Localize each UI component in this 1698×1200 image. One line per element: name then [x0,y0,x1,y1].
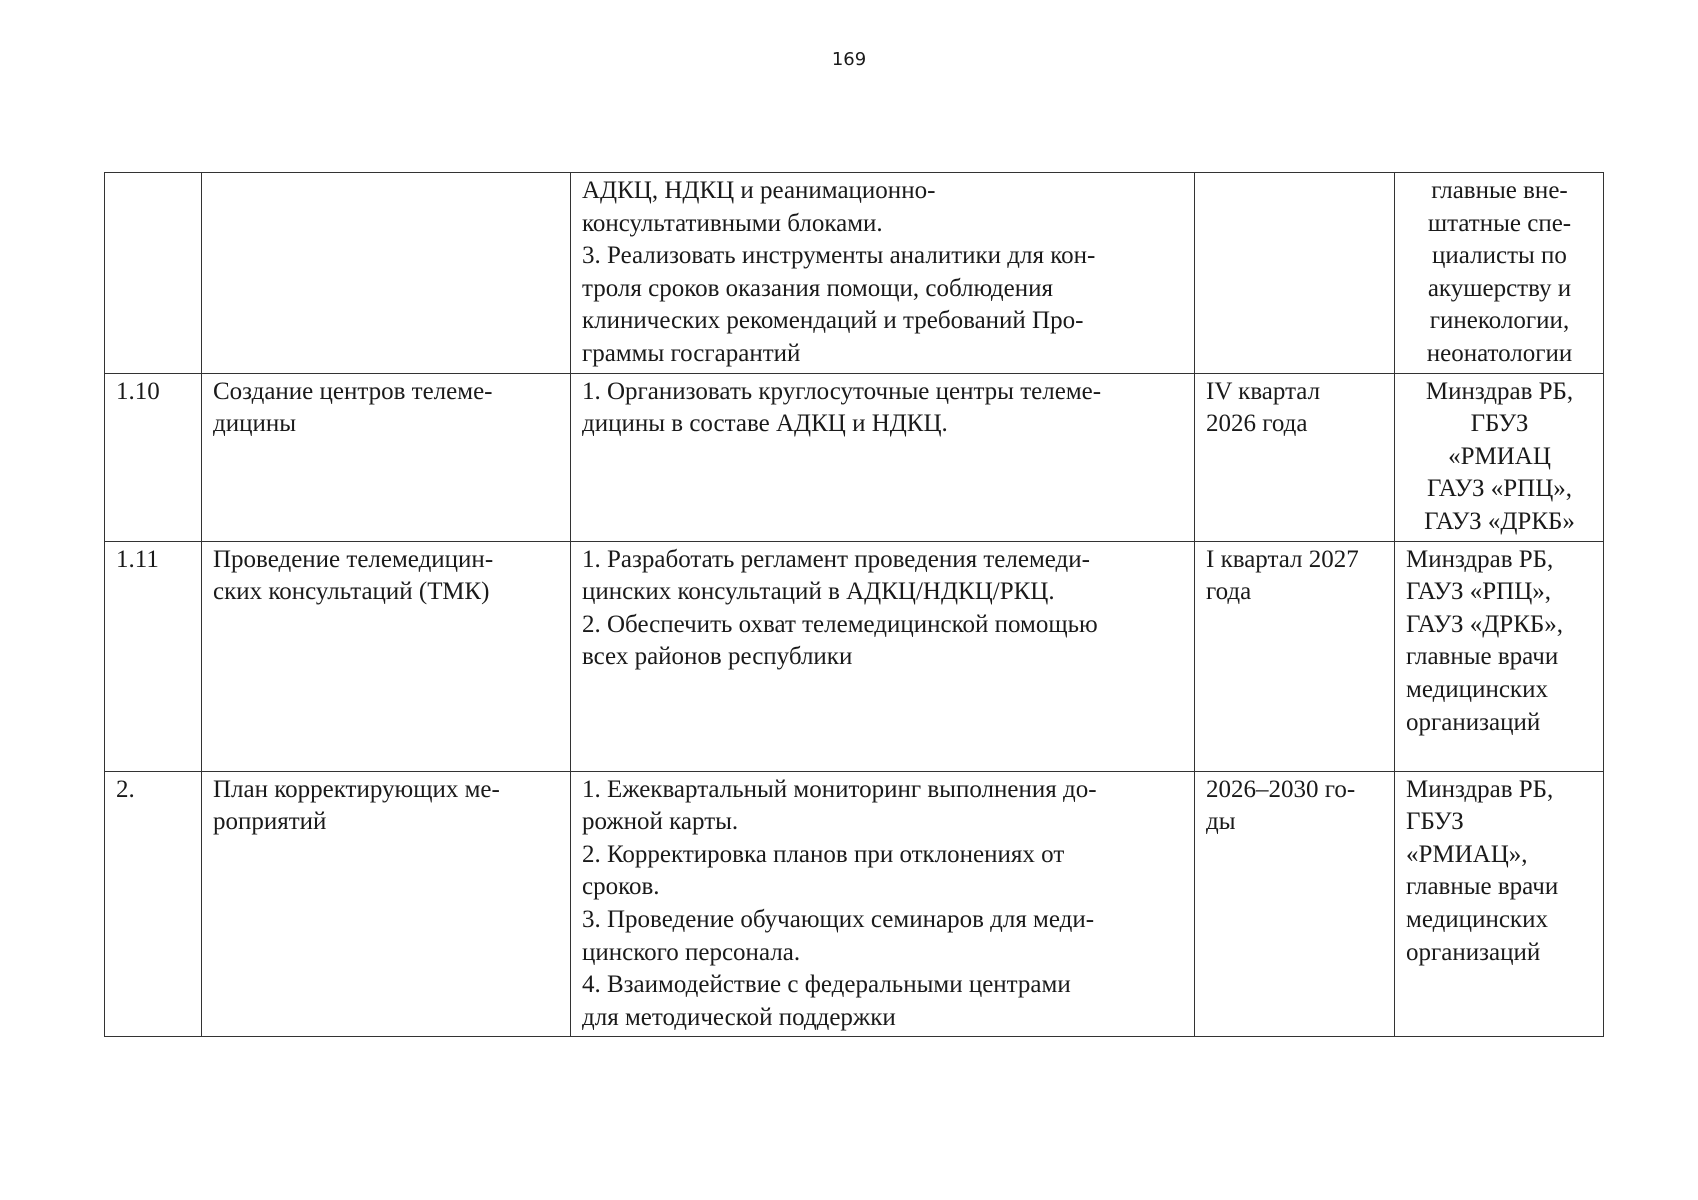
responsible-line: штатные спе- [1427,209,1572,237]
action-line: рожной карты. [582,808,739,836]
name-line: роприятий [213,808,327,836]
responsible-line: медицинских [1406,905,1548,933]
responsible-line: организаций [1406,708,1541,736]
item-responsible-cell [1395,373,1604,541]
responsible-line: медицинских [1406,675,1548,703]
action-line: 3. Проведение обучающих семинаров для меди- [582,905,1095,933]
deadline-line: ды [1206,808,1236,836]
responsible-line: ГАУЗ «РПЦ», [1427,475,1572,503]
item-actions-cell [571,541,1195,771]
action-line: 4. Взаимодействие с федеральными центрами [582,971,1071,999]
name-line: Создание центров телеме- [213,377,493,405]
item-number-cell [105,173,202,374]
responsible-line: главные вне- [1431,177,1568,204]
item-actions-cell [571,771,1195,1037]
responsible-line: «РМИАЦ [1448,442,1551,470]
item-name-cell [202,373,571,541]
action-line: троля сроков оказания помощи, соблюдения [582,274,1053,302]
responsible-line: Минздрав РБ, [1425,377,1574,405]
responsible-line: ГАУЗ «ДРКБ» [1424,507,1575,535]
responsible-line: неонатологии [1426,339,1573,367]
item-name-cell [202,173,571,374]
action-line: для методической поддержки [582,1003,896,1031]
roadmap-table [104,172,1604,1037]
action-line: граммы госгарантий [582,339,801,367]
responsible-line: ГБУЗ [1406,808,1464,836]
item-number-cell [105,541,202,771]
name-line: План корректирующих ме- [213,775,500,803]
action-line: 1. Разработать регламент проведения телемеди- [582,545,1090,573]
table-row [105,771,1604,1037]
responsible-line: Минздрав РБ, [1406,775,1554,803]
item-number: 1.10 [116,377,160,405]
item-responsible-cell [1395,541,1604,771]
action-line: сроков. [582,873,660,901]
action-line: дицины в составе АДКЦ и НДКЦ. [582,410,948,438]
item-deadline-cell [1195,373,1395,541]
action-line: консультативными блоками. [582,209,883,237]
action-line: 1. Организовать круглосуточные центры телеме- [582,377,1102,405]
item-responsible-cell [1395,173,1604,374]
responsible-line: главные врачи [1406,873,1559,901]
item-deadline-cell [1195,541,1395,771]
item-deadline-cell [1195,173,1395,374]
action-line: всех районов республики [582,643,853,671]
item-responsible-cell [1395,771,1604,1037]
action-line: клинических рекомендаций и требований Про- [582,307,1084,335]
item-name-cell [202,771,571,1037]
page-number: 169 [831,49,867,70]
name-line: дицины [213,410,297,438]
deadline-line: 2026 года [1206,410,1308,438]
item-number-cell [105,373,202,541]
item-actions-cell [571,373,1195,541]
table-row [105,173,1604,374]
action-line: 2. Обеспечить охват телемедицинской помощью [582,610,1098,638]
action-line: цинских консультаций в АДКЦ/НДКЦ/РКЦ. [582,578,1055,606]
responsible-line: главные врачи [1406,643,1559,671]
action-line: цинского персонала. [582,938,801,966]
item-actions-cell [571,173,1195,374]
action-line: 2. Корректировка планов при отклонениях от [582,840,1065,868]
responsible-line: гинекологии, [1429,307,1570,335]
responsible-line: ГАУЗ «ДРКБ», [1406,610,1563,638]
item-number-cell [105,771,202,1037]
deadline-line: 2026–2030 го- [1206,775,1356,803]
deadline-line: года [1206,578,1252,606]
name-line: ских консультаций (ТМК) [213,578,490,606]
action-line: АДКЦ, НДКЦ и реанимационно- [582,177,936,204]
responsible-line: ГБУЗ [1470,410,1529,438]
action-line: 3. Реализовать инструменты аналитики для кон- [582,242,1096,270]
name-line: Проведение телемедицин- [213,545,494,573]
deadline-line: I квартал 2027 [1206,545,1359,573]
responsible-line: Минздрав РБ, [1406,545,1554,573]
item-name-cell [202,541,571,771]
table-row [105,373,1604,541]
deadline-line: IV квартал [1206,377,1321,405]
responsible-line: циалисты по [1432,242,1567,270]
responsible-line: «РМИАЦ», [1406,840,1528,868]
responsible-line: ГАУЗ «РПЦ», [1406,578,1551,606]
item-number: 1.11 [116,545,159,573]
responsible-line: акушерству и [1427,274,1572,302]
table-row [105,541,1604,771]
item-deadline-cell [1195,771,1395,1037]
action-line: 1. Ежеквартальный мониторинг выполнения до- [582,775,1097,803]
item-number: 2. [116,775,135,803]
responsible-line: организаций [1406,938,1541,966]
